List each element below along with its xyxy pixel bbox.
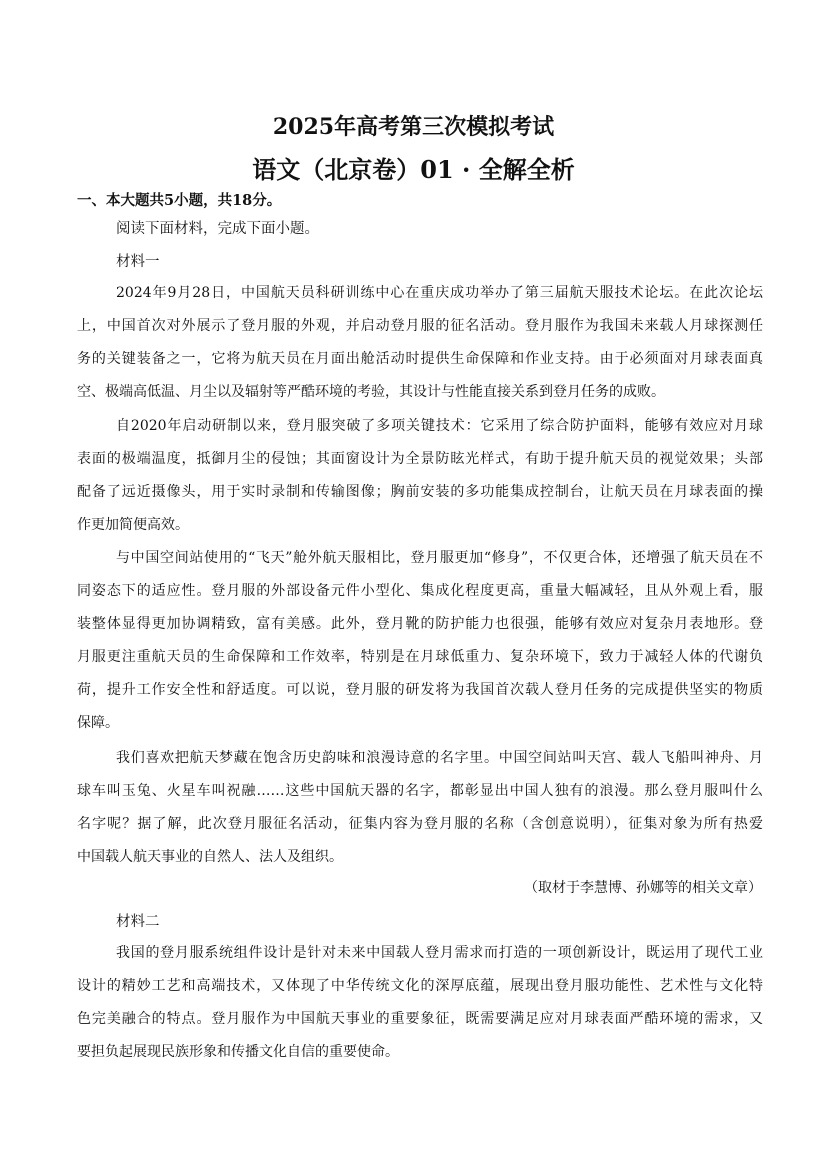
paragraph-line: 球车叫玉兔、火星车叫祝融……这些中国航天器的名字，都彰显出中国人独有的浪漫。那么登月服叫什么: [77, 783, 763, 799]
paragraph-line: 色完美融合的特点。登月服作为中国航天事业的重要象征，既需要满足应对月球表面严酷环境的需求，又: [77, 1011, 763, 1027]
document-subtitle: 语文（北京卷）01 · 全解全析: [252, 155, 575, 184]
paragraph-line: 配备了远近摄像头，用于实时录制和传输图像；胸前安装的多功能集成控制台，让航天员在月球表面的操: [77, 484, 763, 500]
paragraph-line: 空、极端高低温、月尘以及辐射等严酷环境的考验，其设计与性能直接关系到登月任务的成败。: [77, 384, 665, 400]
paragraph-line: 我们喜欢把航天梦藏在饱含历史韵味和浪漫诗意的名字里。中国空间站叫天宫、载人飞船叫神舟、月: [116, 750, 763, 766]
paragraph-line: 同姿态下的适应性。登月服的外部设备元件小型化、集成化程度更高，重量大幅减轻，且从外观上看，服: [77, 583, 763, 599]
paragraph-line: 与中国空间站使用的“飞天”舱外航天服相比，登月服更加“修身”，不仅更合体，还增强了航天员在不: [116, 550, 763, 566]
paragraph-line: 表面的极端温度，抵御月尘的侵蚀；其面窗设计为全景防眩光样式，有助于提升航天员的视觉效果；头部: [77, 451, 763, 467]
paragraph-line: 作更加简便高效。: [77, 517, 189, 533]
paragraph-line: 装整体显得更加协调精致，富有美感。此外，登月靴的防护能力也很强，能够有效应对复杂月表地形。登: [77, 616, 763, 632]
paragraph-line: 务的关键装备之一，它将为航天员在月面出舱活动时提供生命保障和作业支持。由于必须面对月球表面真: [77, 351, 763, 367]
paragraph-line: 中国载人航天事业的自然人、法人及组织。: [77, 849, 343, 865]
paragraph-line: 保障。: [77, 715, 119, 731]
paragraph-line: 要担负起展现民族形象和传播文化自信的重要使命。: [77, 1044, 399, 1060]
paragraph-line: 名字呢？据了解，此次登月服征名活动，征集内容为登月服的名称（含创意说明），征集对象为所有热爱: [77, 816, 763, 832]
instruction-text: 阅读下面材料，完成下面小题。: [116, 221, 319, 237]
material1-source: （取材于李慧博、孙娜等的相关文章）: [524, 880, 762, 896]
document-title: 2025年高考第三次模拟考试: [272, 114, 555, 140]
section-heading: 一、本大题共5小题，共18分。: [77, 192, 282, 209]
material2-label: 材料二: [116, 914, 160, 930]
paragraph-line: 2024年9月28日，中国航天员科研训练中心在重庆成功举办了第三届航天服技术论坛。在此次论坛: [116, 285, 763, 301]
paragraph-line: 荷，提升工作安全性和舒适度。可以说，登月服的研发将为我国首次载人登月任务的完成提供坚实的物质: [77, 682, 763, 698]
paragraph-line: 上，中国首次对外展示了登月服的外观，并启动登月服的征名活动。登月服作为我国未来载人月球探测任: [77, 318, 763, 334]
material1-label: 材料一: [116, 254, 160, 270]
paragraph-line: 设计的精妙工艺和高端技术，又体现了中华传统文化的深厚底蕴，展现出登月服功能性、艺术性与文化特: [77, 978, 763, 994]
paragraph-line: 自2020年启动研制以来，登月服突破了多项关键技术：它采用了综合防护面料，能够有效应对月球: [116, 418, 763, 434]
paragraph-line: 月服更注重航天员的生命保障和工作效率，特别是在月球低重力、复杂环境下，致力于减轻人体的代谢负: [77, 649, 763, 665]
paragraph-line: 我国的登月服系统组件设计是针对未来中国载人登月需求而打造的一项创新设计，既运用了现代工业: [116, 945, 763, 961]
